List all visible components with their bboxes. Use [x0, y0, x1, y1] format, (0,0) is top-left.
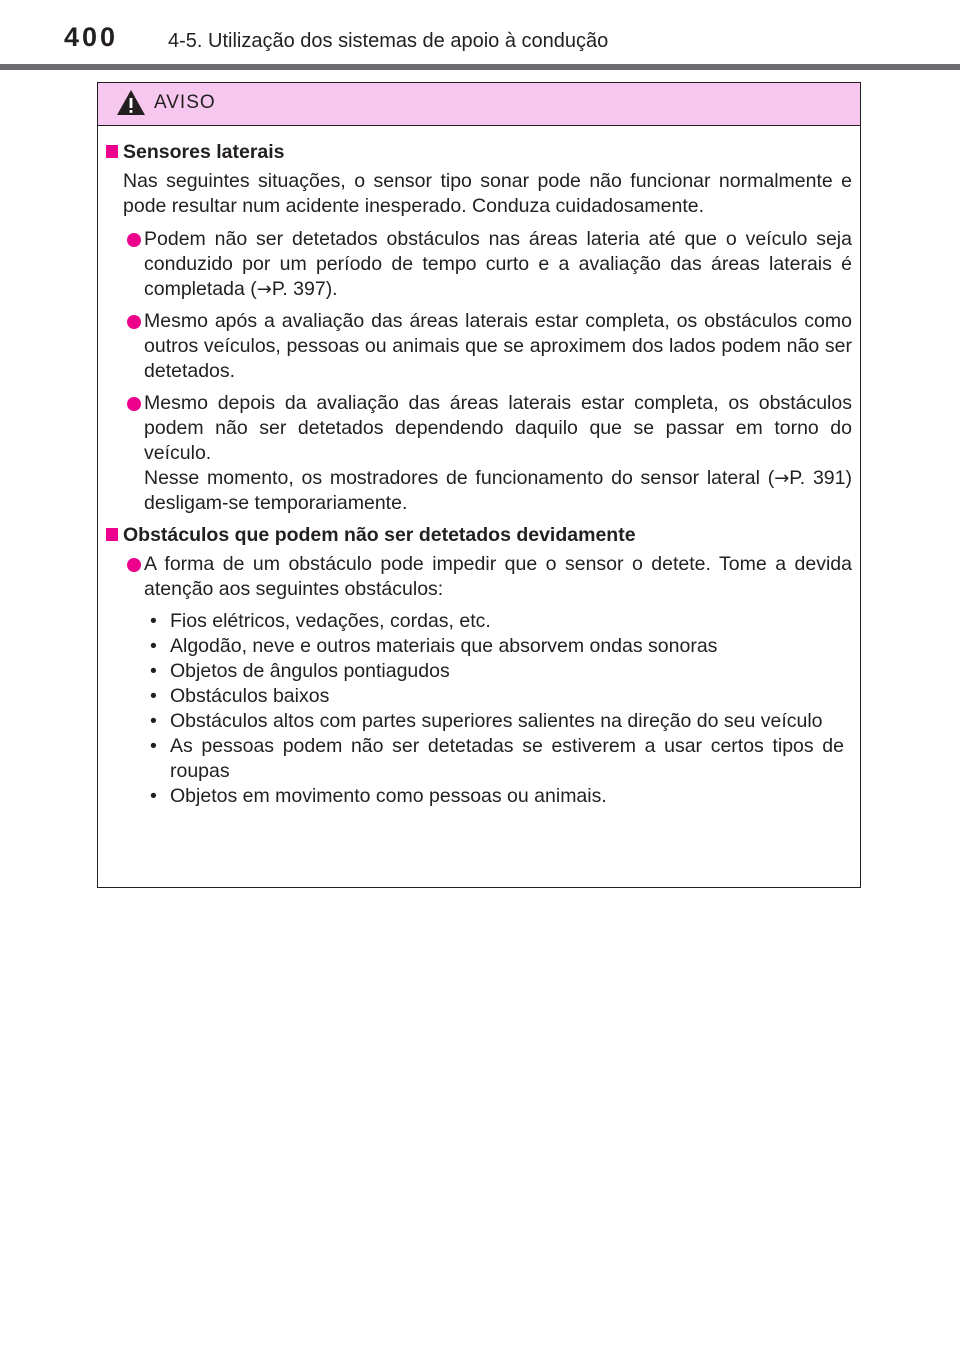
header-rule: [0, 64, 960, 70]
list-item-text: Podem não ser detetados obstáculos nas áreas lateria até que o veículo seja conduzido por um período de tempo curto e a avaliação das áreas laterais é completada (: [144, 228, 852, 300]
circle-bullet-icon: [127, 233, 141, 247]
list-item: [106, 309, 852, 384]
obstacle-list-item: [144, 709, 844, 734]
section-intro: Nas seguintes situações, o sensor tipo sonar pode não funcionar normalmente e pode resultar num acidente inesperado. Conduza cuidadosamente.: [123, 170, 852, 217]
dot-bullet-icon: •: [150, 785, 157, 807]
circle-bullet-icon: [127, 397, 141, 411]
obstacle-text: As pessoas podem não ser detetadas se estiverem a usar certos tipos de roupas: [170, 735, 844, 782]
obstacle-text: Objetos de ângulos pontiagudos: [170, 660, 450, 682]
warning-triangle-icon: [116, 89, 146, 116]
list-item: [106, 552, 852, 602]
obstacle-list-item: [144, 609, 844, 634]
dot-bullet-icon: •: [150, 735, 157, 757]
dot-bullet-icon: •: [150, 685, 157, 707]
section-heading-text: Sensores laterais: [123, 141, 285, 163]
section-heading-obstaculos: [106, 523, 852, 548]
list-item-text: Mesmo depois da avaliação das áreas laterais estar completa, os obstáculos podem não ser detetados dependendo daquilo que se passar em torno do veículo.: [144, 392, 852, 464]
obstacle-text: Fios elétricos, vedações, cordas, etc.: [170, 610, 491, 632]
arrow-right-icon: →: [256, 279, 272, 300]
dot-bullet-icon: •: [150, 635, 157, 657]
square-bullet-icon: [106, 145, 118, 158]
obstacle-list-item: [144, 784, 844, 809]
page-header: [0, 0, 960, 70]
list-item-text: A forma de um obstáculo pode impedir que o sensor o detete. Tome a devida atenção aos seguintes obstáculos:: [144, 553, 852, 600]
obstacle-list-item: [144, 634, 844, 659]
arrow-right-icon: →: [774, 468, 790, 489]
page-reference: P. 397).: [271, 278, 338, 300]
page-reference: P. 391) desligam-se temporariamente.: [144, 467, 852, 514]
square-bullet-icon: [106, 528, 118, 541]
section-heading-sensores-laterais: [106, 140, 852, 165]
obstacle-text: Obstáculos baixos: [170, 685, 330, 707]
dot-bullet-icon: •: [150, 710, 157, 732]
warning-title: AVISO: [154, 92, 216, 113]
list-item-text: Mesmo após a avaliação das áreas laterais estar completa, os obstáculos como outros veículos, pessoas ou animais que se aproximem dos lados podem não ser detetados.: [144, 310, 852, 382]
dot-bullet-icon: •: [150, 610, 157, 632]
warning-body: [98, 126, 860, 809]
list-item-text: Nesse momento, os mostradores de funcionamento do sensor lateral (: [144, 467, 775, 489]
dot-bullet-icon: •: [150, 660, 157, 682]
obstacle-list-item: [144, 734, 844, 784]
obstacle-text: Algodão, neve e outros materiais que absorvem ondas sonoras: [170, 635, 718, 657]
list-item: [106, 391, 852, 516]
obstacle-list-item: [144, 659, 844, 684]
obstacle-list-item: [144, 684, 844, 709]
warning-box: [97, 82, 861, 888]
section-title: 4-5. Utilização dos sistemas de apoio à condução: [168, 30, 609, 52]
obstacle-text: Obstáculos altos com partes superiores salientes na direção do seu veículo: [170, 710, 823, 732]
obstacle-text: Objetos em movimento como pessoas ou animais.: [170, 785, 607, 807]
circle-bullet-icon: [127, 315, 141, 329]
circle-bullet-icon: [127, 558, 141, 572]
list-item: [106, 227, 852, 302]
section-heading-text: Obstáculos que podem não ser detetados devidamente: [123, 524, 636, 546]
warning-header: [98, 83, 860, 126]
obstacle-list: [106, 609, 852, 809]
page-number: 400: [64, 22, 119, 52]
